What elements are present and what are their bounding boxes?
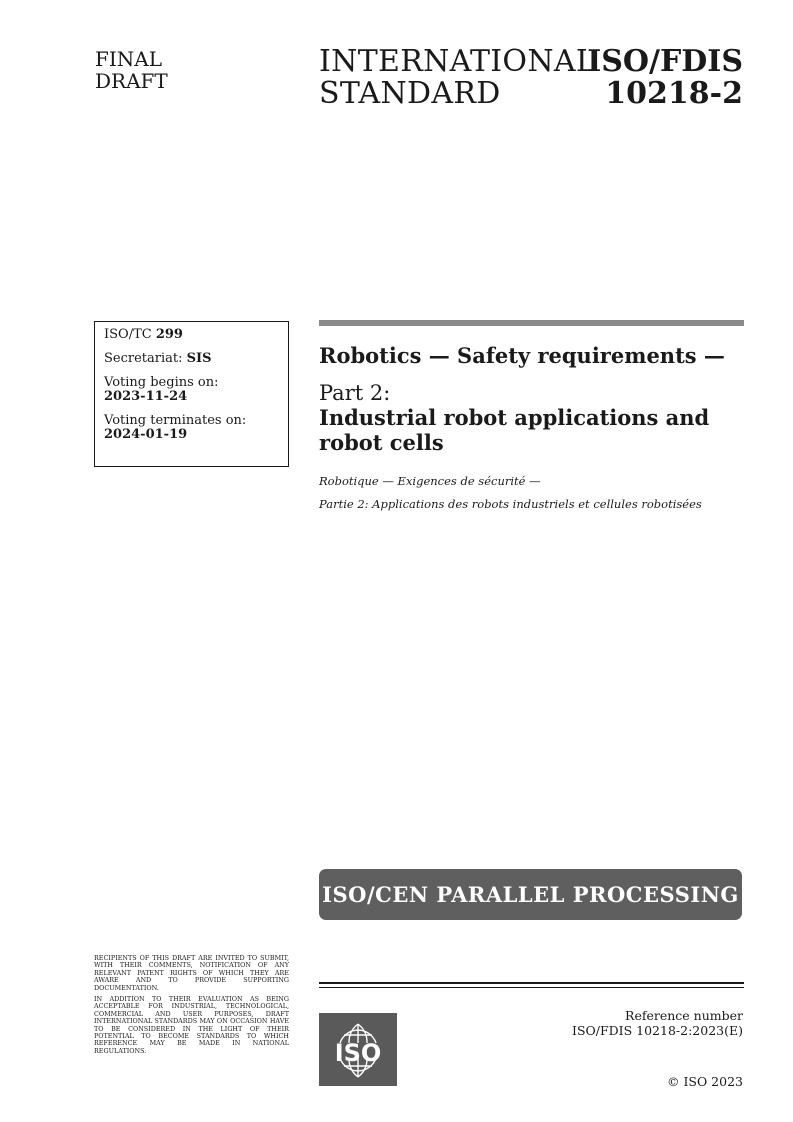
status-line-2: DRAFT [95,69,168,93]
main-title: Robotics — Safety requirements — [319,343,725,368]
secretariat-row [104,352,279,366]
doc-type-line-1: INTERNATIONAL [319,44,597,79]
draft-disclaimer [94,955,289,1059]
footer-rule-thick [319,982,744,984]
part-label: Part 2: [319,381,391,405]
voting-terminates-label: Voting terminates on: [104,413,247,428]
voting-terminates-row [104,414,279,442]
disclaimer-paragraph-2: IN ADDITION TO THEIR EVALUATION AS BEING ACCEPTABLE FOR INDUSTRIAL, TECHNOLOGICAL, COMMERCIAL AND USER PURPOSES, DRAFT INTERNATIONAL STANDARDS MAY ON OCCASION HAVE TO BE CONSIDERED IN THE LIGHT OF THEIR POTENTIAL TO BECOME STANDARDS TO WHICH REFERENCE MAY BE MADE IN NATIONAL REGULATIONS. [94,995,289,1055]
title-top-bar [319,320,744,326]
iso-logo-text: ISO [334,1039,382,1067]
voting-begins-value: 2023-11-24 [104,389,188,404]
reference-label: Reference number [625,1008,743,1023]
french-title-line-2: Partie 2: Applications des robots industriels et cellules robotisées [319,497,702,511]
secretariat-label: Secretariat: [104,351,183,366]
voting-terminates-value: 2024-01-19 [104,427,188,442]
committee-label: ISO/TC [104,327,152,342]
reference-value: ISO/FDIS 10218-2:2023(E) [572,1023,743,1038]
voting-begins-row [104,376,279,404]
status-line-1: FINAL [95,47,163,71]
reference-number [572,1008,743,1038]
parallel-processing-banner: ISO/CEN PARALLEL PROCESSING [319,869,742,920]
committee-number: 299 [155,327,183,342]
voting-begins-label: Voting begins on: [104,375,219,390]
committee-row [104,328,279,342]
part-title: Industrial robot applications and robot cells [319,405,710,455]
french-title-line-1: Robotique — Exigences de sécurité — [319,474,541,488]
doc-id-line-2: 10218-2 [605,76,743,111]
footer-rule-thin [319,987,744,988]
iso-logo-icon [319,1013,397,1086]
document-type [319,46,596,110]
disclaimer-paragraph-1: RECIPIENTS OF THIS DRAFT ARE INVITED TO SUBMIT, WITH THEIR COMMENTS, NOTIFICATION OF ANY RELEVANT PATENT RIGHTS OF WHICH THEY ARE AWARE AND TO PROVIDE SUPPORTING DOCUMENTATION. [94,954,289,992]
secretariat-value: SIS [186,351,212,366]
committee-info-box [94,321,289,467]
copyright: © ISO 2023 [666,1074,743,1089]
iso-logo [319,1013,397,1086]
document-status [95,48,168,92]
doc-type-line-2: STANDARD [319,76,501,111]
document-number [587,46,743,110]
doc-id-line-1: ISO/FDIS [587,44,743,79]
